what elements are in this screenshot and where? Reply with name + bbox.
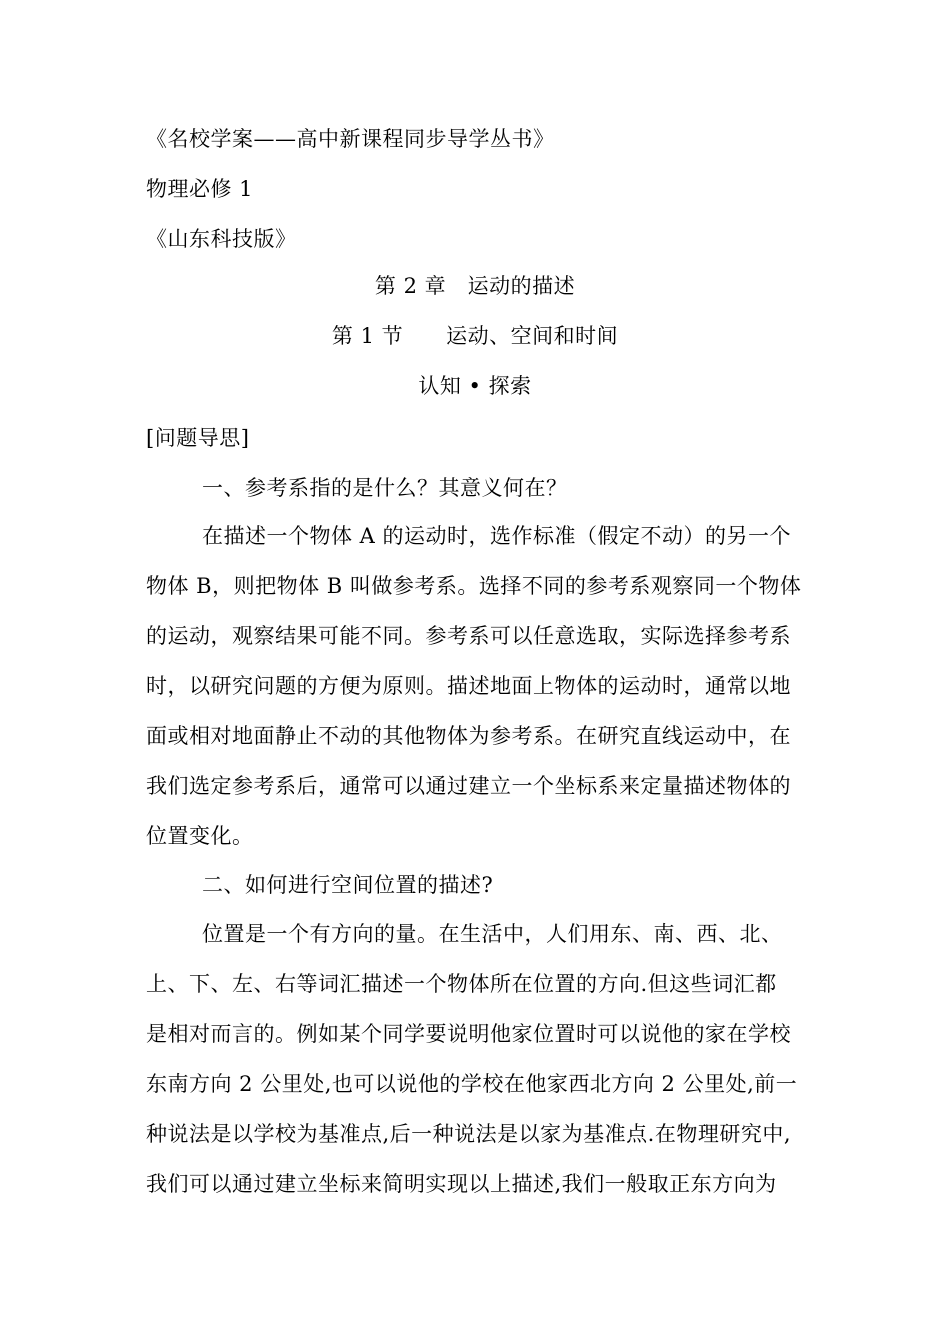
question-guide-label: [问题导思] [146,426,250,450]
answer-1-line: 物体 B，则把物体 B 叫做参考系。选择不同的参考系观察同一个物体 [146,574,802,598]
question-1: 一、参考系指的是什么？其意义何在？ [202,476,568,500]
answer-2-line: 东南方向 2 公里处,也可以说他的学校在他家西北方向 2 公里处,前一 [146,1072,798,1096]
question-2: 二、如何进行空间位置的描述? [202,873,494,897]
chapter-heading: 第 2 章 运动的描述 [374,274,576,298]
answer-2-line: 上、下、左、右等词汇描述一个物体所在位置的方向.但这些词汇都 [146,972,777,996]
section-heading: 第 1 节 运动、空间和时间 [331,324,619,348]
answer-1-line: 时，以研究问题的方便为原则。描述地面上物体的运动时，通常以地 [146,674,791,698]
answer-1-line: 的运动，观察结果可能不同。参考系可以任意选取，实际选择参考系 [146,624,791,648]
answer-2-line: 种说法是以学校为基准点,后一种说法是以家为基准点.在物理研究中, [146,1122,792,1146]
answer-1-line: 在描述一个物体 A 的运动时，选作标准（假定不动）的另一个 [202,524,792,548]
edition-line: 《山东科技版》 [146,227,297,251]
answer-1-line: 位置变化。 [146,824,254,848]
answer-1-line: 面或相对地面静止不动的其他物体为参考系。在研究直线运动中，在 [146,724,791,748]
answer-2-line: 我们可以通过建立坐标来简明实现以上描述,我们一般取正东方向为 [146,1172,777,1196]
answer-1-line: 我们选定参考系后，通常可以通过建立一个坐标系来定量描述物体的 [146,774,791,798]
answer-2-line: 位置是一个有方向的量。在生活中，人们用东、南、西、北、 [202,922,783,946]
subject-line: 物理必修 1 [146,177,254,201]
answer-2-line: 是相对而言的。例如某个同学要说明他家位置时可以说他的家在学校 [146,1022,791,1046]
part-heading: 认知 • 探索 [418,374,532,398]
series-title: 《名校学案——高中新课程同步导学丛书》 [146,127,555,151]
